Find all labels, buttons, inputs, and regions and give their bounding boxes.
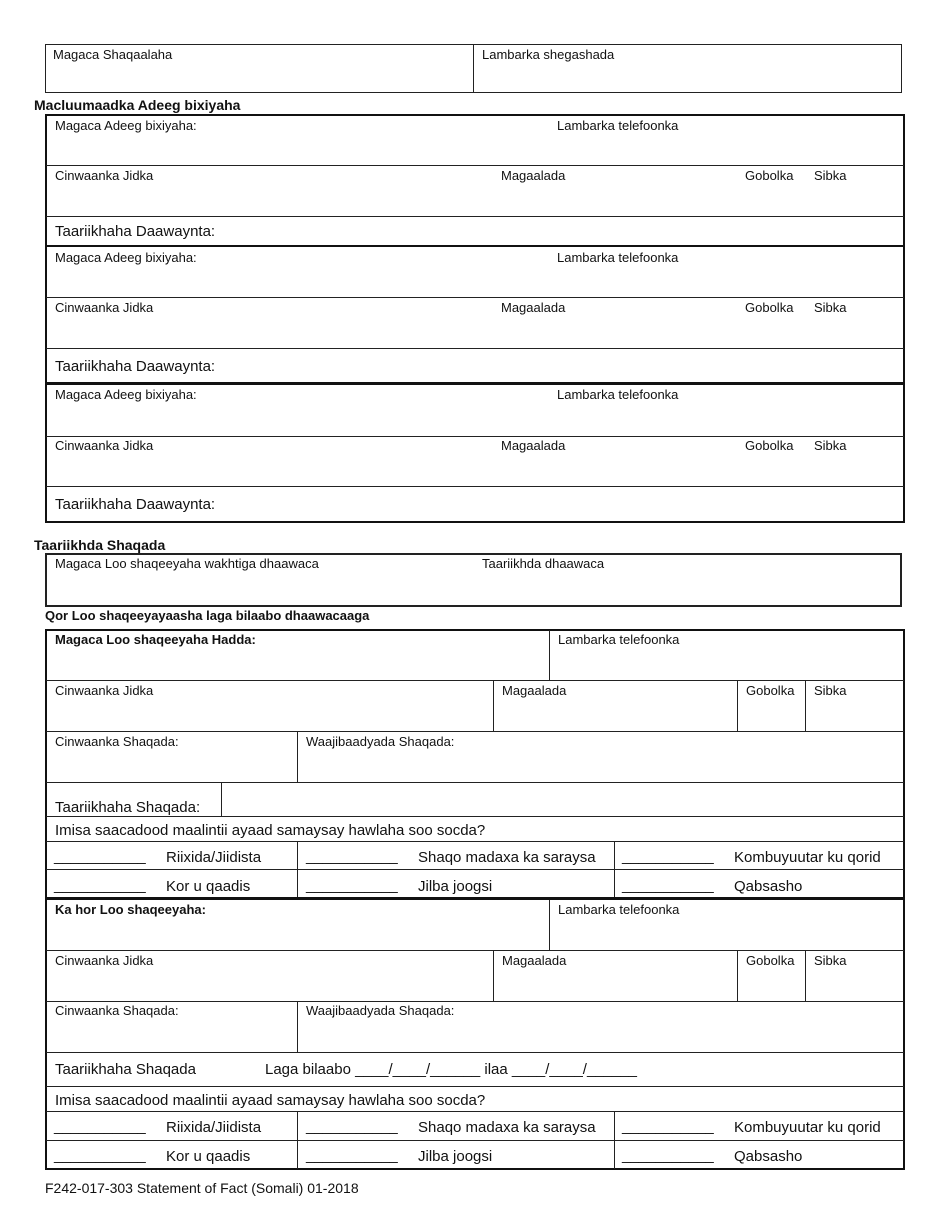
row-divider [46, 731, 904, 732]
current-employer-county-field[interactable]: Gobolka [746, 683, 795, 698]
col-divider [221, 782, 222, 816]
employee-name-field[interactable]: Magaca Shaqaalaha [53, 47, 173, 62]
activity-lifting-label: Kor u qaadis [166, 1148, 251, 1165]
previous-employer-phone-field[interactable]: Lambarka telefoonka [558, 902, 680, 917]
provider-2-county-field[interactable]: Gobolka [745, 300, 794, 315]
provider-3-name-field[interactable]: Magaca Adeeg bixiyaha: [55, 387, 197, 402]
row-divider [46, 297, 904, 298]
current-employer-job-duties-field[interactable]: Waajibaadyada Shaqada: [306, 734, 455, 749]
col-divider [297, 731, 298, 782]
current-employer-phone-field[interactable]: Lambarka telefoonka [558, 632, 680, 647]
col-divider [493, 950, 494, 1001]
current-employer-name-field[interactable]: Magaca Loo shaqeeyaha Hadda: [55, 632, 256, 647]
activity-blank[interactable]: ___________ [622, 848, 714, 865]
provider-2-street-field[interactable]: Cinwaanka Jidka [55, 300, 154, 315]
provider-3-phone-field[interactable]: Lambarka telefoonka [557, 387, 679, 402]
activity-push-pull-label: Riixida/Jiidista [166, 1119, 262, 1136]
block-divider [46, 245, 904, 247]
provider-3-street-field[interactable]: Cinwaanka Jidka [55, 438, 154, 453]
employer-at-injury-field[interactable]: Magaca Loo shaqeeyaha wakhtiga dhaawaca [55, 556, 319, 571]
prior-employers-heading: Qor Loo shaqeeyayaasha laga bilaabo dhaawacaaga [45, 608, 370, 623]
row-divider [46, 1086, 904, 1087]
activity-blank[interactable]: ___________ [622, 1118, 714, 1135]
provider-2-treatment-dates-field[interactable]: Taariikhaha Daawaynta: [55, 358, 216, 375]
row-divider [46, 782, 904, 783]
activity-kneeling-label: Jilba joogsi [418, 878, 493, 895]
block-divider [46, 897, 904, 900]
activity-grasping-label: Qabsasho [734, 1148, 803, 1165]
provider-1-street-field[interactable]: Cinwaanka Jidka [55, 168, 154, 183]
row-divider [46, 950, 904, 951]
current-employer-hours-question: Imisa saacadood maalintii ayaad samaysay hawlaha soo socda? [55, 822, 486, 839]
work-history-heading: Taariikhda Shaqada [34, 537, 166, 553]
activity-kneeling-label: Jilba joogsi [418, 1148, 493, 1165]
col-divider [549, 630, 550, 680]
col-divider [737, 950, 738, 1001]
provider-2-name-field[interactable]: Magaca Adeeg bixiyaha: [55, 250, 197, 265]
provider-1-name-field[interactable]: Magaca Adeeg bixiyaha: [55, 118, 197, 133]
provider-3-county-field[interactable]: Gobolka [745, 438, 794, 453]
previous-employer-date-range-field[interactable]: Laga bilaabo ____/____/______ ilaa ____/____/______ [265, 1061, 638, 1078]
row-divider [46, 869, 904, 870]
previous-employer-zip-field[interactable]: Sibka [814, 953, 847, 968]
provider-3-city-field[interactable]: Magaalada [501, 438, 566, 453]
current-employer-job-title-field[interactable]: Cinwaanka Shaqada: [55, 734, 179, 749]
activity-blank[interactable]: ___________ [54, 848, 146, 865]
provider-1-city-field[interactable]: Magaalada [501, 168, 566, 183]
provider-1-phone-field[interactable]: Lambarka telefoonka [557, 118, 679, 133]
provider-2-city-field[interactable]: Magaalada [501, 300, 566, 315]
activity-blank[interactable]: ___________ [54, 1147, 146, 1164]
top-divider [473, 44, 474, 93]
activity-lifting-label: Kor u qaadis [166, 878, 251, 895]
activity-grasping-label: Qabsasho [734, 878, 803, 895]
row-divider [46, 1140, 904, 1141]
activity-overhead-label: Shaqo madaxa ka saraysa [418, 1119, 596, 1136]
current-employer-job-dates-field[interactable]: Taariikhaha Shaqada: [55, 799, 201, 816]
provider-1-treatment-dates-field[interactable]: Taariikhaha Daawaynta: [55, 223, 216, 240]
current-employer-zip-field[interactable]: Sibka [814, 683, 847, 698]
previous-employer-city-field[interactable]: Magaalada [502, 953, 567, 968]
activity-blank[interactable]: ___________ [54, 1118, 146, 1135]
activity-blank[interactable]: ___________ [622, 877, 714, 894]
col-divider [805, 680, 806, 731]
previous-employer-county-field[interactable]: Gobolka [746, 953, 795, 968]
col-divider [297, 1001, 298, 1052]
activity-computer-label: Kombuyuutar ku qorid [734, 849, 881, 866]
block-divider [46, 382, 904, 385]
case-number-field[interactable]: Lambarka shegashada [482, 47, 615, 62]
activity-blank[interactable]: ___________ [622, 1147, 714, 1164]
col-divider [493, 680, 494, 731]
previous-employer-job-title-field[interactable]: Cinwaanka Shaqada: [55, 1003, 179, 1018]
row-divider [46, 165, 904, 166]
row-divider [46, 348, 904, 349]
activity-blank[interactable]: ___________ [54, 877, 146, 894]
row-divider [46, 216, 904, 217]
provider-3-treatment-dates-field[interactable]: Taariikhaha Daawaynta: [55, 496, 216, 513]
activity-blank[interactable]: ___________ [306, 877, 398, 894]
activity-blank[interactable]: ___________ [306, 1147, 398, 1164]
form-footer-id: F242-017-303 Statement of Fact (Somali) 01-2018 [45, 1180, 359, 1196]
row-divider [46, 436, 904, 437]
provider-1-county-field[interactable]: Gobolka [745, 168, 794, 183]
injury-date-field[interactable]: Taariikhda dhaawaca [482, 556, 605, 571]
activity-blank[interactable]: ___________ [306, 1118, 398, 1135]
col-divider [805, 950, 806, 1001]
activity-overhead-label: Shaqo madaxa ka saraysa [418, 849, 596, 866]
activity-blank[interactable]: ___________ [306, 848, 398, 865]
col-divider [737, 680, 738, 731]
row-divider [46, 816, 904, 817]
provider-info-heading: Macluumaadka Adeeg bixiyaha [34, 97, 241, 113]
activity-computer-label: Kombuyuutar ku qorid [734, 1119, 881, 1136]
previous-employer-name-field[interactable]: Ka hor Loo shaqeeyaha: [55, 902, 206, 917]
current-employer-city-field[interactable]: Magaalada [502, 683, 567, 698]
previous-employer-street-field[interactable]: Cinwaanka Jidka [55, 953, 154, 968]
current-employer-street-field[interactable]: Cinwaanka Jidka [55, 683, 154, 698]
previous-employer-hours-question: Imisa saacadood maalintii ayaad samaysay hawlaha soo socda? [55, 1092, 486, 1109]
provider-3-zip-field[interactable]: Sibka [814, 438, 847, 453]
previous-employer-job-duties-field[interactable]: Waajibaadyada Shaqada: [306, 1003, 455, 1018]
row-divider [46, 1052, 904, 1053]
row-divider [46, 1001, 904, 1002]
provider-2-phone-field[interactable]: Lambarka telefoonka [557, 250, 679, 265]
activity-push-pull-label: Riixida/Jiidista [166, 849, 262, 866]
row-divider [46, 841, 904, 842]
row-divider [46, 680, 904, 681]
provider-2-zip-field[interactable]: Sibka [814, 300, 847, 315]
provider-1-zip-field[interactable]: Sibka [814, 168, 847, 183]
row-divider [46, 486, 904, 487]
col-divider [549, 900, 550, 950]
row-divider [46, 1111, 904, 1112]
previous-employer-job-dates-label: Taariikhaha Shaqada [55, 1061, 196, 1078]
